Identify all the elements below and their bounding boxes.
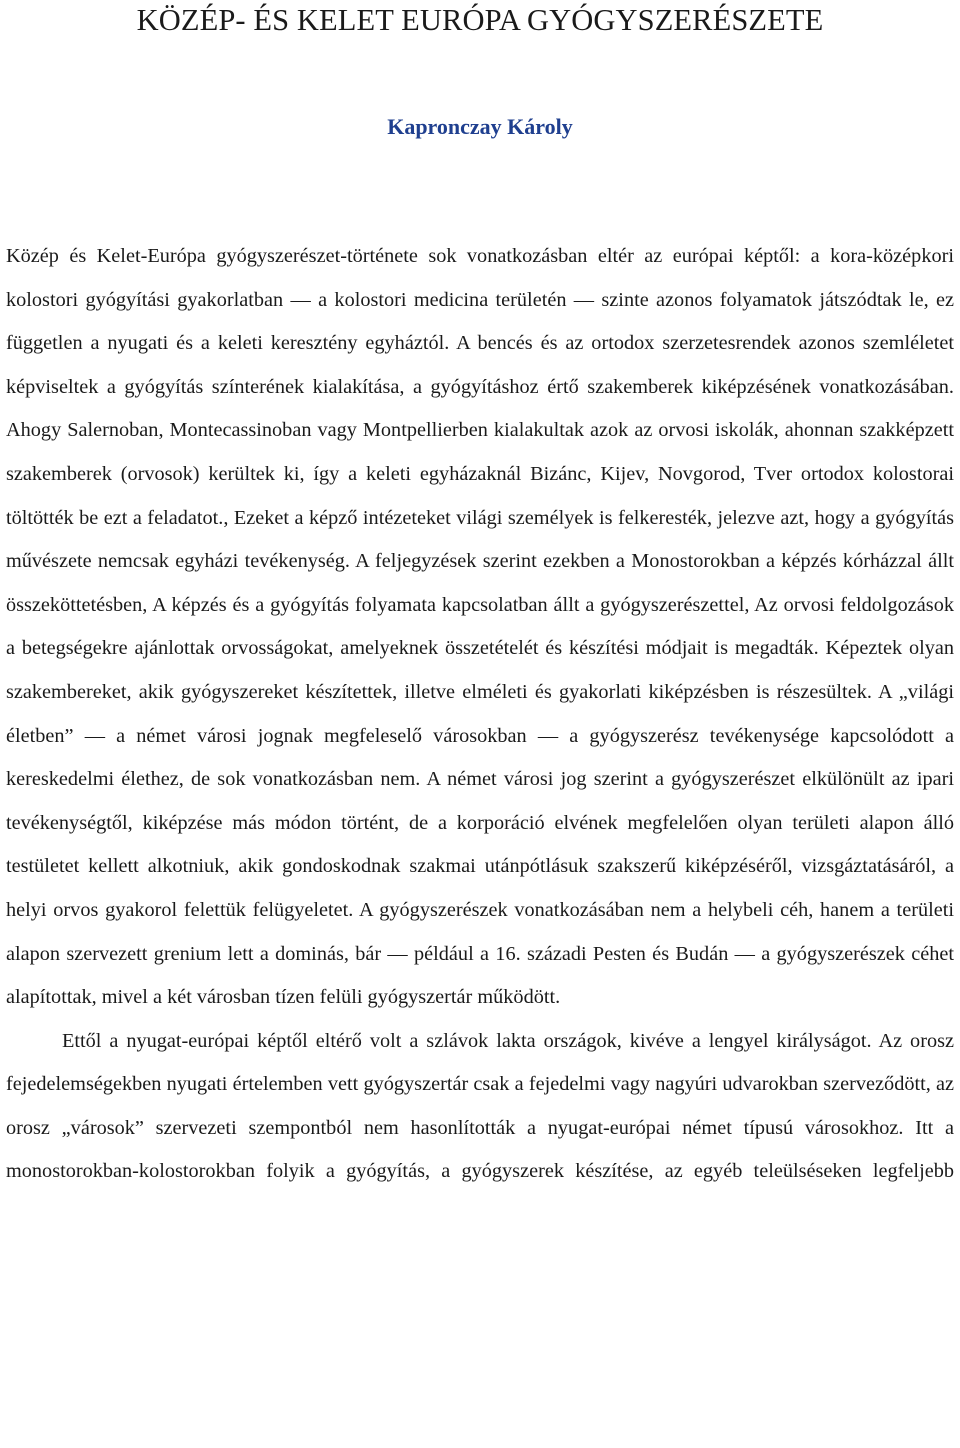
paragraph: Közép és Kelet-Európa gyógyszerészet-története sok vonatkozásban eltér az európai képtől: a kora-középkori kolostori gyógyítási gyakorlatban ― a kolostori medicina területén ― szinte azonos folyamatok játszódtak le, ez független a nyugati és a keleti keresztény egyháztól. A bencés és az ortodox szerzetesrendek azonos szemléletet képviseltek a gyógyítás színterének kialakítása, a gyógyításhoz értő szakemberek kiképzésének vonatkozásában. Ahogy Salernoban, Montecassinoban vagy Montpellierben kialakultak azok az orvosi iskolák, ahonnan szakképzett szakemberek (orvosok) kerültek ki, így a keleti egyházaknál Bizánc, Kijev, Novgorod, Tver ortodox kolostorai töltötték be ezt a feladatot., Ezeket a képző intézeteket világi személyek is felkeresték, jelezve azt, hogy a gyógyítás művészete nemcsak egyházi tevékenység. A feljegyzések szerint ezekben a Monostorokban a képzés kórházzal állt összeköttetésben, A képzés és a gyógyítás folyamata kapcsolatban állt a gyógyszerészettel, Az orvosi feldolgozások a betegségekre ajánlottak orvosságokat, amelyeknek összetételét és készítési módjait is megadták. Képeztek olyan szakembereket, akik gyógyszereket készítettek, illetve elméleti és gyakorlati kiképzésben is részesültek. A „világi életben” ― a német városi jognak megfeleselő városokban ― a gyógyszerész tevékenysége kapcsolódott a kereskedelmi élethez, de sok vonatkozásban nem. A német városi jog szerint a gyógyszerészet elkülönült az ipari tevékenységtől, kiképzése más módon történt, de a korporáció elvének megfelelően olyan területi alapon álló testületet kellett alkotniuk, akik gondoskodnak szakmai utánpótlásuk szakszerű kiképzéséről, vizsgáztatásáról, a helyi orvos gyakorol felettük felügyeletet. A gyógyszerészek vonatkozásában nem a helybeli céh, hanem a területi alapon szervezett grenium lett a dominás, bár ― például a 16. századi Pesten és Budán ― a gyógyszerészek céhet alapítottak, mivel a két városban tízen felüli gyógyszertár működött. bbox=[6, 245, 954, 1009]
paragraph: Ettől a nyugat-európai képtől eltérő volt a szlávok lakta országok, kivéve a lengyel királyságot. Az orosz fejedelemségekben nyugati értelemben vett gyógyszertár csak a fejedelmi vagy nagyúri udvarokban szerveződött, az orosz „városok” szervezeti szempontból nem hasonlították a nyugat-európai német típusú városokhoz. Itt a monostorokban-kolostorokban folyik a gyógyítás, a gyógyszerek készítése, az egyéb teleülséseken legfeljebb bbox=[6, 1029, 954, 1183]
article-body bbox=[6, 235, 954, 1194]
author-name: Kapronczay Károly bbox=[387, 114, 573, 139]
document-title: KÖZÉP- ÉS KELET EURÓPA GYÓGYSZERÉSZETE bbox=[136, 3, 824, 37]
